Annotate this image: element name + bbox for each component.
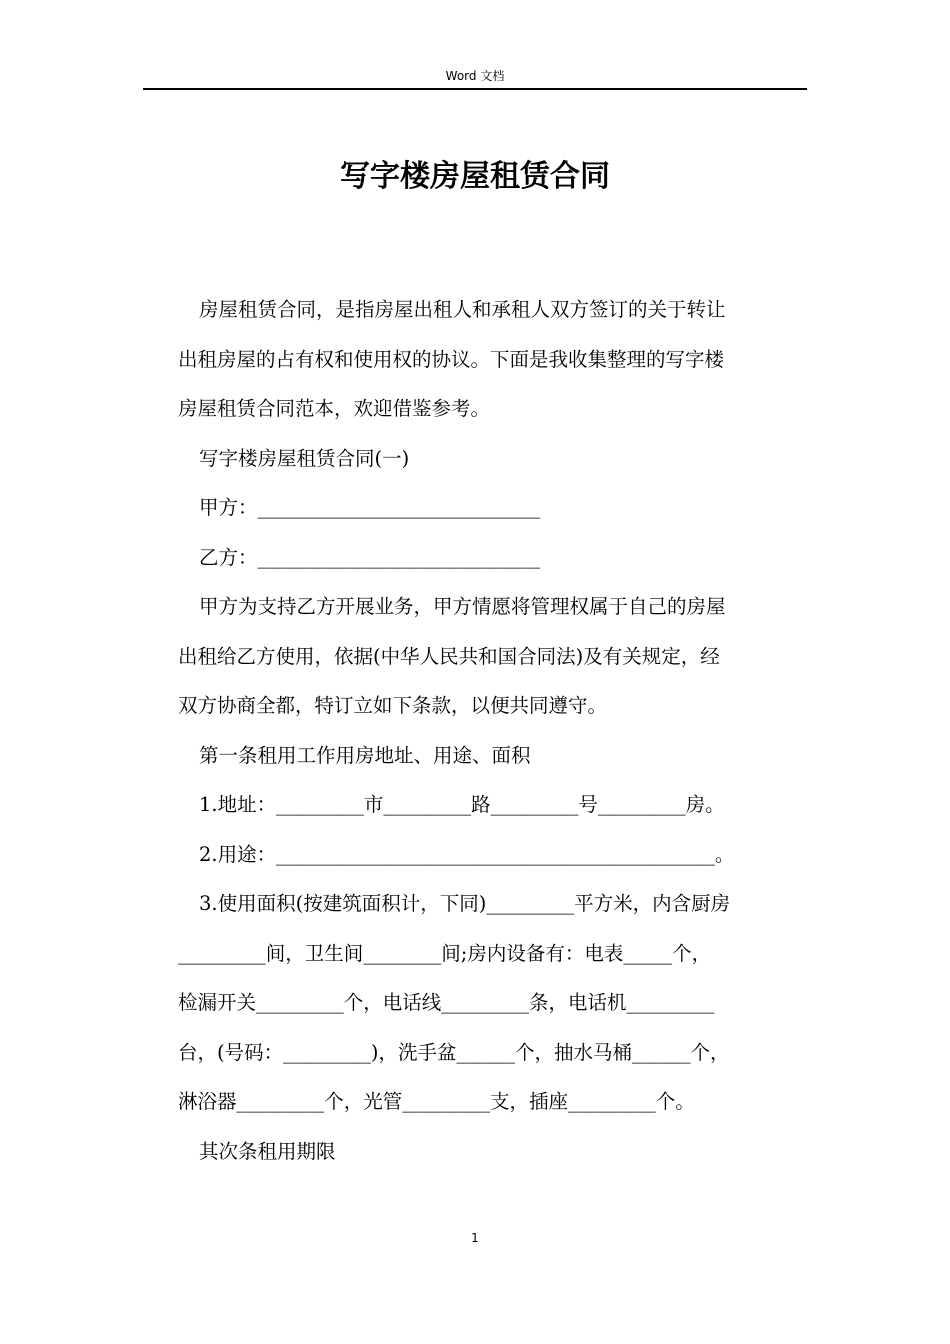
paragraph-line: 房屋租赁合同，是指房屋出租人和承租人双方签订的关于转让: [199, 298, 726, 321]
header-text: Word 文档: [445, 69, 505, 83]
paragraph-line: _________间，卫生间________间;房内设备有：电表_____个，: [178, 941, 712, 965]
paragraph-line: 房屋租赁合同范本，欢迎借鉴参考。: [178, 397, 491, 420]
paragraph-line: 双方协商全都，特订立如下条款，以便共同遵守。: [178, 694, 608, 717]
paragraph-line: 淋浴器_________个，光管_________支，插座_________个。: [178, 1090, 695, 1113]
page-number: 1: [471, 1231, 479, 1245]
paragraph-line: 甲方为支持乙方开展业务，甲方情愿将管理权属于自己的房屋: [199, 595, 726, 618]
paragraph-line: 台，(号码：_________)，洗手盆______个，抽水马桶______个，: [178, 1040, 730, 1064]
clause-heading: 其次条租用期限: [199, 1139, 336, 1163]
page-header: [143, 66, 807, 90]
paragraph-line: 出租给乙方使用，依据(中华人民共和国合同法)及有关规定，经: [178, 644, 720, 668]
party-a-line: 甲方：_____________________________: [199, 496, 541, 519]
clause-item-area: 3.使用面积(按建筑面积计，下同)_________平方米，内含厨房: [199, 892, 731, 915]
document-title: 写字楼房屋租赁合同: [340, 159, 610, 194]
paragraph-line: 出租房屋的占有权和使用权的协议。下面是我收集整理的写字楼: [178, 347, 725, 371]
party-b-line: 乙方：_____________________________: [199, 545, 541, 569]
section-heading: 写字楼房屋租赁合同(一): [199, 446, 410, 470]
document-body: [178, 285, 806, 1176]
clause-item-address: 1.地址：_________市_________路_________号_________房。: [199, 793, 725, 816]
clause-item-purpose: 2.用途：_____________________________________________。: [199, 842, 735, 866]
paragraph-line: 检漏开关_________个，电话线_________条，电话机_________: [178, 991, 715, 1014]
clause-heading: 第一条租用工作用房地址、用途、面积: [199, 743, 531, 767]
